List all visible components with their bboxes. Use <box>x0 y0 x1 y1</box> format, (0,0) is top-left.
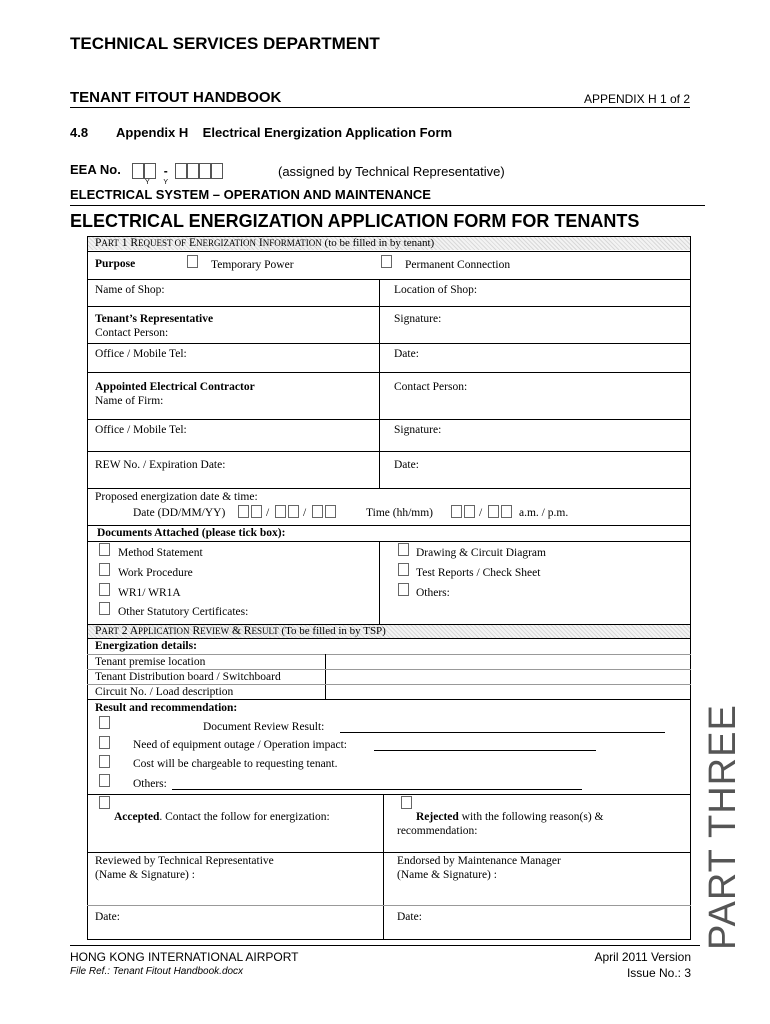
eea-box-5[interactable] <box>199 163 211 179</box>
location-of-shop-field[interactable]: Location of Shop: <box>394 284 478 296</box>
time-slash: / <box>479 507 483 519</box>
header-rule <box>70 107 690 108</box>
doc-review-line[interactable] <box>340 732 665 733</box>
outage-label: Need of equipment outage / Operation impact: <box>133 739 347 751</box>
reviewed-date[interactable]: Date: <box>95 911 120 923</box>
eea-box-6[interactable] <box>211 163 223 179</box>
row-divider <box>87 541 691 542</box>
date-slash-2: / <box>303 507 307 519</box>
row-divider <box>87 905 691 906</box>
system-rule <box>70 205 705 206</box>
eea-box-4[interactable] <box>187 163 199 179</box>
date-field[interactable]: Date: <box>394 348 419 360</box>
detail-circuit-no: Circuit No. / Load description <box>95 686 234 698</box>
appendix-page-label: APPENDIX H 1 of 2 <box>583 92 690 106</box>
eea-box-3[interactable] <box>175 163 187 179</box>
permanent-connection-label: Permanent Connection <box>405 259 511 271</box>
doc-wr1: WR1/ WR1A <box>118 587 181 599</box>
column-divider <box>379 280 380 624</box>
date-yy-box-2[interactable] <box>325 505 336 518</box>
eea-note: (assigned by Technical Representative) <box>278 164 505 179</box>
energization-details-heading: Energization details: <box>95 640 197 652</box>
endorsed-by-label: Endorsed by Maintenance Manager <box>397 855 561 867</box>
date-mm-box-2[interactable] <box>288 505 299 518</box>
footer-issue: Issue No.: 3 <box>626 966 691 980</box>
name-of-firm-field[interactable]: Name of Firm: <box>95 395 164 407</box>
detail-premise-location: Tenant premise location <box>95 656 206 668</box>
rejected-text: Rejected with the following reason(s) & <box>416 811 604 823</box>
doc-review-label: Document Review Result: <box>203 721 325 733</box>
eea-year-marks: Y Y <box>145 179 175 186</box>
time-hh-box-1[interactable] <box>451 505 462 518</box>
result-heading: Result and recommendation: <box>95 702 238 714</box>
row-divider <box>87 654 691 655</box>
system-heading: ELECTRICAL SYSTEM – OPERATION AND MAINTENANCE <box>70 187 431 202</box>
part-three-side-label: PART THREE <box>702 704 744 950</box>
time-hh-box-2[interactable] <box>464 505 475 518</box>
ampm-label: a.m. / p.m. <box>519 507 569 519</box>
date-dd-box-1[interactable] <box>238 505 249 518</box>
doc-work-procedure: Work Procedure <box>118 567 193 579</box>
others-result-line[interactable] <box>172 789 582 790</box>
time-mm-box-2[interactable] <box>501 505 512 518</box>
row-divider <box>87 684 691 685</box>
temporary-power-label: Temporary Power <box>211 259 294 271</box>
date-slash-1: / <box>266 507 270 519</box>
details-column-divider <box>325 654 326 699</box>
contractor-label: Appointed Electrical Contractor <box>95 381 255 393</box>
row-divider <box>87 251 691 252</box>
row-divider <box>87 306 691 307</box>
method-statement-checkbox[interactable] <box>99 543 110 556</box>
docs-heading: Documents Attached (please tick box): <box>97 527 286 539</box>
chargeable-label: Cost will be chargeable to requesting tenant. <box>133 758 338 770</box>
permanent-connection-checkbox[interactable] <box>381 255 392 268</box>
outage-checkbox[interactable] <box>99 736 110 749</box>
others-checkbox[interactable] <box>398 583 409 596</box>
footer-rule <box>70 945 700 946</box>
test-reports-checkbox[interactable] <box>398 563 409 576</box>
row-divider <box>87 638 691 639</box>
row-divider <box>87 419 691 420</box>
contractor-signature-field[interactable]: Signature: <box>394 424 442 436</box>
date-mm-box-1[interactable] <box>275 505 286 518</box>
date-yy-box-1[interactable] <box>312 505 323 518</box>
reviewed-name-signature[interactable]: (Name & Signature) : <box>95 869 195 881</box>
other-certificates-checkbox[interactable] <box>99 602 110 615</box>
rew-field[interactable]: REW No. / Expiration Date: <box>95 459 226 471</box>
wr1-checkbox[interactable] <box>99 583 110 596</box>
doc-others: Others: <box>416 587 450 599</box>
doc-test-reports: Test Reports / Check Sheet <box>416 567 541 579</box>
department-title: TECHNICAL SERVICES DEPARTMENT <box>70 34 380 53</box>
handbook-title: TENANT FITOUT HANDBOOK <box>70 89 282 106</box>
outage-line[interactable] <box>374 750 596 751</box>
rejected-checkbox[interactable] <box>401 796 412 809</box>
date-format-label: Date (DD/MM/YY) <box>133 507 226 519</box>
section-number: 4.8 <box>70 125 89 140</box>
row-divider <box>87 852 691 853</box>
reviewed-by-label: Reviewed by Technical Representative <box>95 855 274 867</box>
contact-person-field[interactable]: Contact Person: <box>95 327 169 339</box>
rejected-text-line2: recommendation: <box>397 825 478 837</box>
footer-version: April 2011 Version <box>594 950 691 964</box>
row-divider <box>87 794 691 795</box>
contractor-contact-field[interactable]: Contact Person: <box>394 381 468 393</box>
section-title: Appendix H Electrical Energization Application Form <box>116 125 453 140</box>
others-result-label: Others: <box>133 778 167 790</box>
accepted-checkbox[interactable] <box>99 796 110 809</box>
time-format-label: Time (hh/mm) <box>366 507 433 519</box>
others-result-checkbox[interactable] <box>99 774 110 787</box>
part2-title: PART 2 APPLICATION REVIEW & RESULT (To be filled in by TSP) <box>95 625 386 637</box>
date-dd-box-2[interactable] <box>251 505 262 518</box>
row-divider <box>87 451 691 452</box>
purpose-label: Purpose <box>95 258 136 270</box>
doc-method-statement: Method Statement <box>118 547 203 559</box>
temporary-power-checkbox[interactable] <box>187 255 198 268</box>
eea-label: EEA No. <box>70 162 121 177</box>
tenant-rep-label: Tenant’s Representative <box>95 313 214 325</box>
work-procedure-checkbox[interactable] <box>99 563 110 576</box>
rew-date-field[interactable]: Date: <box>394 459 419 471</box>
doc-review-checkbox[interactable] <box>99 716 110 729</box>
part1-title: PART 1 REQUEST OF ENERGIZATION INFORMATION (to be filled in by tenant) <box>95 237 435 249</box>
name-of-shop-field[interactable]: Name of Shop: <box>95 284 165 296</box>
accepted-text: Accepted. Contact the follow for energization: <box>114 811 330 823</box>
form-title: ELECTRICAL ENERGIZATION APPLICATION FORM FOR TENANTS <box>70 211 640 231</box>
detail-distribution-board: Tenant Distribution board / Switchboard <box>95 671 281 683</box>
doc-other-certificates: Other Statutory Certificates: <box>118 606 249 618</box>
row-divider <box>87 279 691 280</box>
office-tel-field[interactable]: Office / Mobile Tel: <box>95 348 187 360</box>
doc-drawing: Drawing & Circuit Diagram <box>416 547 546 559</box>
row-divider <box>87 343 691 344</box>
row-divider <box>87 669 691 670</box>
row-divider <box>87 699 691 700</box>
footer-file-ref: File Ref.: Tenant Fitout Handbook.docx <box>70 966 244 977</box>
endorsed-name-signature[interactable]: (Name & Signature) : <box>397 869 497 881</box>
drawing-checkbox[interactable] <box>398 543 409 556</box>
contractor-tel-field[interactable]: Office / Mobile Tel: <box>95 424 187 436</box>
signature-field[interactable]: Signature: <box>394 313 442 325</box>
eea-number-row <box>70 162 223 179</box>
row-divider <box>87 372 691 373</box>
eea-box-2[interactable] <box>144 163 156 179</box>
endorsed-date[interactable]: Date: <box>397 911 422 923</box>
time-mm-box-1[interactable] <box>488 505 499 518</box>
footer-airport: HONG KONG INTERNATIONAL AIRPORT <box>70 950 299 964</box>
proposed-label: Proposed energization date & time: <box>95 491 258 503</box>
eea-box-1[interactable] <box>132 163 144 179</box>
chargeable-checkbox[interactable] <box>99 755 110 768</box>
eea-separator: - <box>163 163 168 178</box>
accept-column-divider <box>383 795 384 940</box>
